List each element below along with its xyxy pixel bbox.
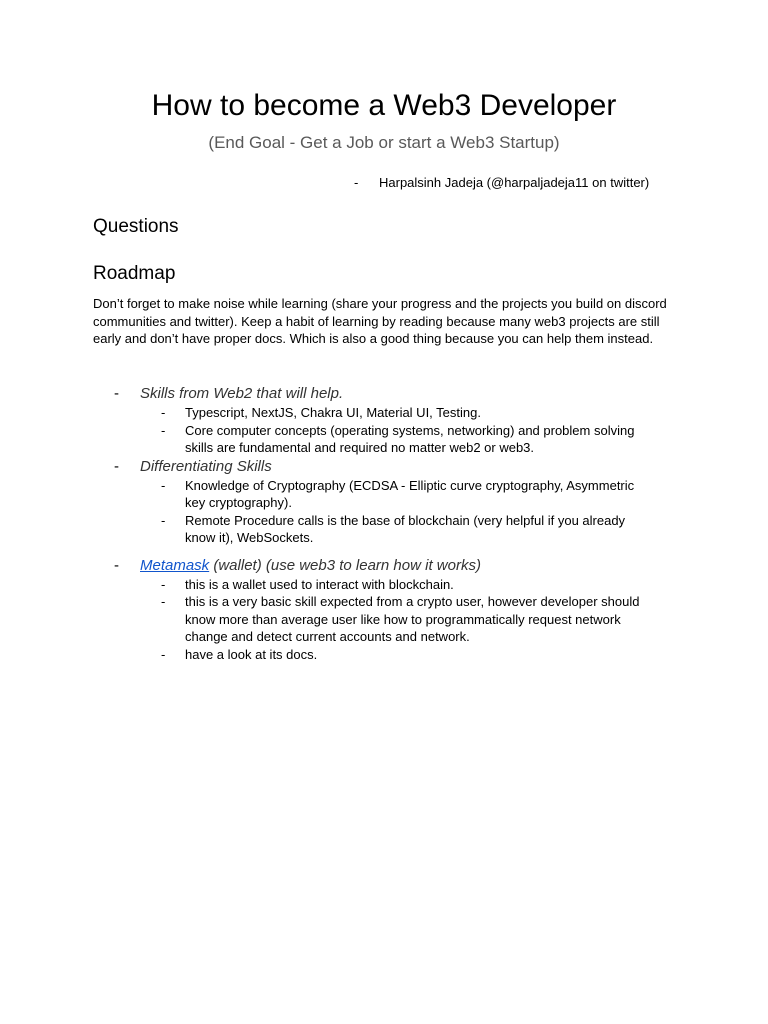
list-item xyxy=(93,646,645,664)
roadmap-intro-paragraph: Don’t forget to make noise while learning (share your progress and the projects you build on discord communities and twitter). Keep a habit of learning by reading because many web3 projects are still early and don’t have proper docs. Which is also a good thing because you can help them instead. xyxy=(93,296,667,346)
questions-heading: Questions xyxy=(93,216,179,237)
roadmap-list xyxy=(93,384,683,663)
list-item-metamask xyxy=(93,556,683,576)
metamask-heading-rest: (wallet) (use web3 to learn how it works) xyxy=(209,556,481,574)
author-name: Harpalsinh Jadeja (@harpaljadeja11 on twitter) xyxy=(379,175,650,190)
bullet-dash: - xyxy=(161,422,166,438)
list-item xyxy=(93,477,645,512)
bullet-dash: - xyxy=(114,385,119,402)
document-title: How to become a Web3 Developer xyxy=(151,89,617,122)
list-item xyxy=(93,422,645,457)
list-item xyxy=(93,404,645,422)
list-item-text: this is a very basic skill expected from a crypto user, however developer should know more than average user like how to programmatically request network change and detect current accounts and network. xyxy=(185,594,640,644)
list-item xyxy=(93,593,645,646)
bullet-dash: - xyxy=(161,405,166,420)
bullet-dash: - xyxy=(161,477,166,493)
roadmap-heading: Roadmap xyxy=(93,263,176,284)
list-item-text: Typescript, NextJS, Chakra UI, Material UI, Testing. xyxy=(185,405,481,420)
differentiating-skills-heading: Differentiating Skills xyxy=(140,457,272,475)
list-item-web2-skills xyxy=(93,384,683,404)
list-item-text: Remote Procedure calls is the base of blockchain (very helpful if you already know it), WebSockets. xyxy=(185,512,626,545)
bullet-dash: - xyxy=(114,457,119,475)
list-item-differentiating-skills xyxy=(93,457,683,477)
list-item-text: Core computer concepts (operating systems, networking) and problem solving skills are fundamental and required no matter web2 or web3. xyxy=(185,422,635,455)
list-item xyxy=(93,512,645,547)
list-item-text: this is a wallet used to interact with blockchain. xyxy=(185,576,454,592)
author-line xyxy=(354,174,649,192)
list-item xyxy=(93,576,645,594)
metamask-link[interactable]: Metamask xyxy=(140,556,210,574)
bullet-dash: - xyxy=(161,576,166,592)
bullet-dash: - xyxy=(161,512,166,528)
bullet-dash: - xyxy=(114,556,119,574)
document-subtitle: (End Goal - Get a Job or start a Web3 Startup) xyxy=(208,133,560,152)
bullet-dash: - xyxy=(161,594,166,609)
list-item-text: have a look at its docs. xyxy=(185,646,318,662)
author-dash: - xyxy=(354,175,359,190)
bullet-dash: - xyxy=(161,646,166,662)
list-item-text: Knowledge of Cryptography (ECDSA - Elliptic curve cryptography, Asymmetric key cryptography). xyxy=(185,477,635,510)
web2-skills-heading: Skills from Web2 that will help. xyxy=(140,385,344,402)
list-spacer xyxy=(93,547,683,556)
